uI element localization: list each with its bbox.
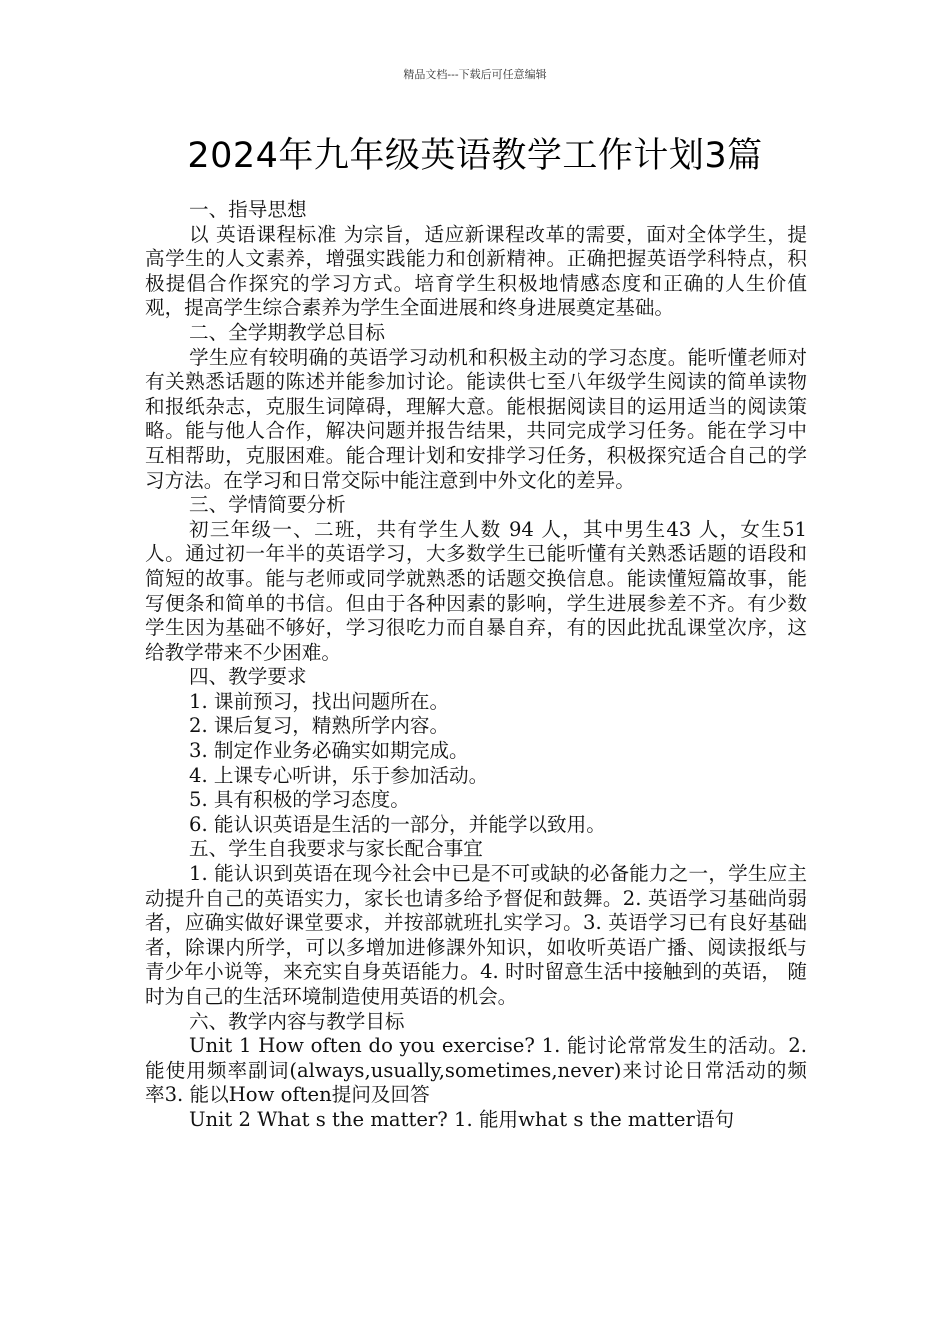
list-item: 4. 上课专心听讲，乐于参加活动。 — [189, 763, 489, 787]
paragraph-unit-2: Unit 2 What s the matter? 1. 能用what s the matter语句 — [189, 1107, 735, 1131]
paragraph-guiding-idea: 以 英语课程标准 为宗旨，适应新课程改革的需要，面对全体学生，提高学生的人文素养，增强实践能力和创新精神。正确把握英语学科特点，积极提倡合作探究的学习方式。培育学生积极地情感态度和正确的人生价值观，提高学生综合素养为学生全面进展和终身进展奠定基础。 — [145, 222, 807, 320]
section-heading-4: 四、教学要求 — [189, 665, 307, 689]
list-item: 2. 课后复习，精熟所学内容。 — [189, 714, 450, 738]
list-item: 1. 课前预习，找出问题所在。 — [189, 689, 450, 713]
paragraph-unit-1: Unit 1 How often do you exercise? 1. 能讨论常常发生的活动。2. 能使用频率副词(always,usually,sometimes,never)来讨论日常活动的频率3. 能以How often提问及回答 — [145, 1034, 807, 1107]
section-heading-6: 六、教学内容与教学目标 — [189, 1009, 405, 1033]
list-item: 6. 能认识英语是生活的一部分，并能学以致用。 — [189, 812, 606, 836]
list-item: 3. 制定作业务必确实如期完成。 — [189, 739, 469, 763]
list-item: 5. 具有积极的学习态度。 — [189, 788, 410, 812]
paragraph-parent-cooperation: 1. 能认识到英语在现今社会中已是不可或缺的必备能力之一，学生应主动提升自己的英语实力，家长也请多给予督促和鼓舞。2. 英语学习基础尚弱者，应确实做好课堂要求，并按部就班扎实学习。3. 英语学习已有良好基础者，除课内所学，可以多增加进修課外知识，如收听英语广播、阅读报纸与青少年小说等，来充实自身英语能力。4. 时时留意生活中接触到的英语， 随时为自己的生活环境制造使用英语的机会。 — [145, 862, 807, 1008]
document-title: 2024年九年级英语教学工作计划3篇 — [187, 136, 763, 176]
header-note: 精品文档---下载后可任意编辑 — [403, 68, 547, 81]
section-heading-1: 一、指导思想 — [189, 198, 307, 221]
paragraph-student-analysis: 初三年级一、二班，共有学生人数 94 人，其中男生43 人，女生51人。通过初一年半的英语学习，大多数学生已能听懂有关熟悉话题的语段和简短的故事。能与老师或同学就熟悉的话题交换信息。能读懂短篇故事，能写便条和简单的书信。但由于各种因素的影响，学生进展参差不齐。有少数学生因为基础不够好，学习很吃力而自暴自弃，有的因此扰乱课堂次序，这给教学带来不少困难。 — [145, 517, 807, 664]
document-body — [145, 198, 807, 1133]
section-heading-3: 三、学情简要分析 — [189, 493, 346, 517]
paragraph-semester-goals: 学生应有较明确的英语学习动机和积极主动的学习态度。能听懂老师对有关熟悉话题的陈述并能参加讨论。能读供七至八年级学生阅读的简单读物和报纸杂志，克服生词障碍，理解大意。能根据阅读目的运用适当的阅读策略。能与他人合作，解决问题并报告结果，共同完成学习任务。能在学习中互相帮助，克服困难。能合理计划和安排学习任务，积极探究适合自己的学习方法。在学习和日常交际中能注意到中外文化的差异。 — [145, 345, 807, 492]
section-heading-5: 五、学生自我要求与家长配合事宜 — [189, 837, 483, 861]
section-heading-2: 二、全学期教学总目标 — [189, 320, 385, 344]
